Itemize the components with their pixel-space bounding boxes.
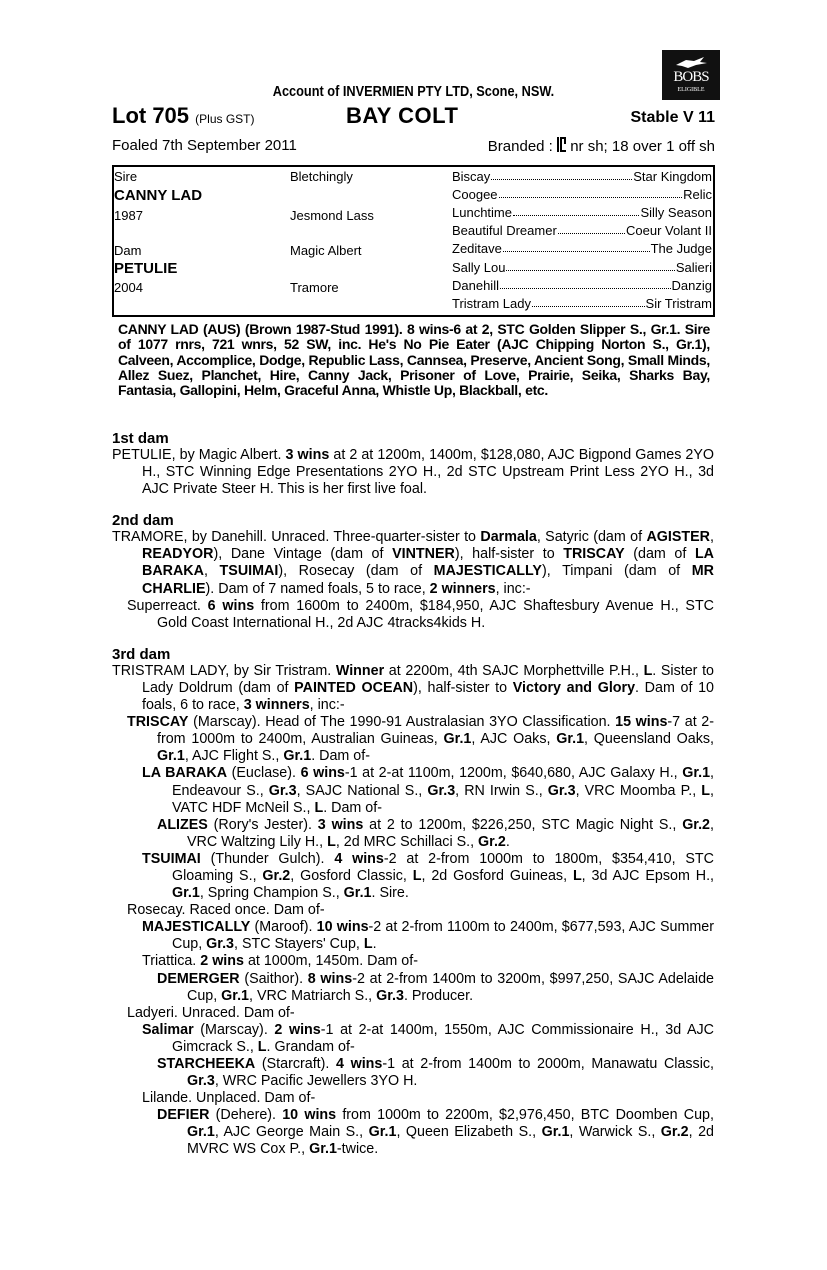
text: (Dehere). [209,1107,283,1124]
dam-year: 2004 [114,280,143,295]
pedigree-entry [112,1005,714,1022]
pedigree-entry [112,1022,714,1056]
dam-name: PETULIE [114,260,178,277]
bold-text: READYOR [142,546,214,563]
pedigree-entry [112,1056,714,1090]
great-grandsire-dam: Zeditave [452,241,502,257]
text: , 3d AJC Epsom H., [581,867,715,884]
text: , RN Irwin S., [455,782,548,799]
bold-text: 4 wins [336,1056,383,1072]
text: , WRC Pacific Jewellers 3YO H. [214,1073,418,1090]
text: , VATC HDF McNeil S., [172,782,714,816]
text: , inc:- [309,697,345,714]
pedigree-entry [112,902,714,919]
bold-text: MAJESTICALLY [433,563,542,580]
sire-name: CANNY LAD [114,187,203,204]
bold-text: Gr.2 [262,867,291,884]
pedigree-grandparent-row [452,169,712,184]
bold-text: 10 wins [282,1107,337,1124]
pedigree-entry [112,1090,714,1107]
dot-leader [532,296,645,307]
text: (dam of [624,546,695,563]
bold-text: Gr.1 [368,1124,397,1141]
lot-number [112,103,255,129]
text: at 2 to 1200m, $226,250, STC Magic Night S., [363,816,683,833]
bold-text: Gr.1 [682,765,711,782]
pedigree-entry [112,851,714,902]
bold-text: L [701,782,711,799]
text: -1 at 2-at 1100m, 1200m, $640,680, AJC Galaxy H., [344,765,683,782]
bold-text: TSUIMAI [219,563,279,580]
bold-text: Gr.2 [682,816,711,833]
text: . Dam of- [311,748,370,765]
great-grandsire-dam: Coogee [452,187,498,203]
text: , VRC Matriarch S., [249,987,377,1004]
text: , SAJC National S., [296,782,428,799]
bold-text: 6 wins [207,597,255,614]
bold-text: L [327,833,336,850]
great-grandsire: Coeur Volant II [626,223,712,239]
branded-label: Branded : [487,138,553,155]
text: Ladyeri. Unraced. Dam of- [127,1004,295,1021]
bold-text: L [314,799,324,816]
bold-text: Gr.1 [443,731,472,748]
text: (Starcraft). [255,1056,336,1072]
text: at 2 at 1200m, 1400m, $128,080, AJC Bigpond Games 2YO H., STC Winning Edge Presentations 2YO H., 2d STC Upstream Print Less 2YO H., 3d AJC Private Steer H. This is her first live foal. [142,447,715,498]
great-grandsire: The Judge [650,241,712,257]
text: . Dam of 10 foals, 6 to race, [142,679,715,714]
text: -7 at 2-from 1000m to 2400m, Australian Guineas, [157,714,714,748]
great-grandsire-dam: Tristram Lady [452,295,531,311]
dot-leader [491,169,632,180]
section-heading: 1st dam [112,430,169,447]
dam-sire: Magic Albert [290,243,362,258]
bold-text: MAJESTICALLY [142,919,251,936]
bold-text: 10 wins [316,919,369,936]
bold-text: L [363,936,373,953]
bold-text: TSUIMAI [142,850,201,867]
text: , 2d MVRC WS Cox P., [187,1124,714,1158]
pedigree-entry [112,953,714,970]
lot-label: Lot 705 [112,103,190,128]
text: -1 at 2-from 1400m to 2000m, Manawatu Classic, [382,1056,714,1072]
dot-leader [558,223,625,234]
bold-text: LA BARAKA [142,546,715,580]
text: ), half-sister to [454,546,564,563]
text: ), Rosecay (dam of [278,563,434,580]
text: PETULIE, by Magic Albert. [112,447,286,463]
section-heading: 3rd dam [112,645,171,663]
bold-text: L [412,867,422,884]
bold-text: Victory and Glory [512,679,636,696]
text: (Thunder Gulch). [200,850,335,867]
bird-icon [674,56,708,70]
bold-text: STARCHEEKA [157,1056,256,1072]
bold-text: Winner [335,662,385,679]
bold-text: 6 wins [300,765,345,782]
text: . Sire. [371,885,409,902]
pedigree-entry [112,765,714,816]
bold-text: 2 wins [200,953,244,970]
dot-leader [500,278,671,289]
text: (Saithor). [239,970,308,987]
logo-text: BOBS [673,69,709,85]
pedigree-table [112,165,715,317]
great-grandsire-dam: Lunchtime [452,205,512,221]
bold-text: MR CHARLIE [142,563,714,597]
bold-text: PAINTED OCEAN [294,679,414,696]
text: , Warwick S., [569,1124,661,1141]
sire-summary: CANNY LAD (AUS) (Brown 1987-Stud 1991). 8 wins-6 at 2, STC Golden Slipper S., Gr.1. Sire of 1077 rnrs, 721 wnrs, 52 SW, inc. He's No Pie Eater (AJC Chipping Norton S., Gr.1), Calveen, Accomplice, Dodge, Republic Lass, Cannsea, Preserve, Ancient Song, Small Minds, Allez Suez, Planchet, Hire, Canny Jack, Prisoner of Love, Prairie, Seika, Sharks Bay, Fantasia, Gallopini, Helm, Graceful Anna, Whistle Up, Blackball, etc. [118,321,710,399]
bold-text: VINTNER [392,546,455,563]
great-grandsire: Sir Tristram [645,295,712,311]
pedigree-grandparent-row [452,241,712,256]
text: . Grandam of- [266,1038,355,1055]
pedigree-grandparent-row [452,260,712,275]
text: Rosecay. Raced once. Dam of- [127,902,325,919]
bold-text: Gr.3 [376,987,404,1004]
text: from 1600m to 2400m, $184,950, AJC Shaftesbury Avenue H., STC Gold Coast International H., 2d AJC 4tracks4kids H. [157,597,715,631]
branded-info [488,137,715,155]
text: , [203,563,220,580]
text: (Rory's Jester). [207,816,318,833]
bold-text: Gr.1 [343,885,372,902]
horse-title: BAY COLT [346,103,459,128]
branded-text: nr sh; 18 over 1 off sh [570,138,715,155]
text: Superreact. [127,597,208,614]
pedigree-grandparent-row [452,278,712,293]
pedigree-entry [112,663,714,714]
bold-text: Gr.1 [283,748,312,765]
pedigree-entry [112,1107,714,1158]
bold-text: TRISCAY [563,546,625,563]
text: , 2d Gosford Guineas, [421,867,573,884]
bold-text: DEFIER [157,1107,210,1124]
bold-text: Gr.1 [172,885,200,902]
text: , AJC George Main S., [214,1124,369,1141]
bold-text: Gr.2 [660,1124,689,1141]
bold-text: Gr.1 [309,1141,337,1158]
pedigree-grandparent-row [452,296,712,311]
bold-text: 2 winners [429,580,496,597]
bold-text: 2 wins [274,1021,321,1038]
great-grandsire: Relic [683,187,712,203]
text: . [372,936,377,953]
text: -1 at 2-at 1400m, 1550m, AJC Commissionaire H., 3d AJC Gimcrack S., [172,1021,714,1055]
text: -2 at 2-from 1000m to 1800m, $354,410, STC Gloaming S., [172,850,714,884]
bold-text: 8 wins [307,970,353,987]
bold-text: Gr.1 [556,731,585,748]
text: , inc:- [495,580,531,597]
text: ). Dam of 7 named foals, 5 to race, [205,580,430,597]
text: -2 at 2-from 1400m to 3200m, $997,250, SAJC Adelaide Cup, [187,970,714,1004]
text: (Maroof). [250,919,317,936]
pedigree-entry [112,817,714,851]
text: -2 at 2-from 1100m to 2400m, $677,593, AJC Summer Cup, [172,919,715,953]
text: ), Timpani (dam of [541,563,692,580]
bold-text: 15 wins [615,714,668,731]
bold-text: Gr.1 [157,748,185,765]
great-grandsire-dam: Beautiful Dreamer [452,223,557,239]
text: Lilande. Unplaced. Dam of- [142,1090,316,1107]
bold-text: 4 wins [334,850,384,867]
text: at 1000m, 1450m. Dam of- [243,953,418,970]
lot-note: (Plus GST) [195,112,255,126]
dot-leader [513,205,639,216]
text: , Spring Champion S., [199,885,344,902]
text: , Endeavour S., [172,765,715,799]
text: (Marscay). Head of The 1990-91 Australasian 3YO Classification. [188,714,616,731]
great-grandsire-dam: Danehill [452,277,499,293]
stable-location: Stable V 11 [630,109,715,126]
pedigree-entry [112,447,714,498]
pedigree-entry [112,598,714,632]
bold-text: L [572,867,582,884]
foaled-date: Foaled 7th September 2011 [112,137,297,154]
bold-text: ALIZES [157,816,208,833]
bold-text: Darmala [480,529,537,546]
bold-text: Gr.1 [187,1124,215,1141]
vendor-account: Account of INVERMIEN PTY LTD, Scone, NSW. [272,83,555,100]
dam-label: Dam [114,243,142,258]
text: , VRC Waltzing Lily H., [187,816,714,850]
text: Triattica. [142,953,201,970]
bold-text: TRISCAY [127,714,189,731]
sire-dam: Jesmond Lass [290,208,374,223]
pedigree-entry [112,919,714,953]
text: , AJC Oaks, [471,731,557,748]
text: . Sister to Lady Doldrum (dam of [142,662,714,696]
bold-text: LA BARAKA [142,765,228,782]
bold-text: Gr.1 [221,987,249,1004]
bold-text: Gr.3 [268,782,297,799]
great-grandsire-dam: Biscay [452,169,491,184]
text: ), half-sister to [413,679,513,696]
text: from 1000m to 2200m, $2,976,450, BTC Doomben Cup, [336,1107,714,1124]
text: TRAMORE, by Danehill. Unraced. Three-quarter-sister to [112,529,481,546]
text: , STC Stayers' Cup, [234,936,364,953]
sire-sire: Bletchingly [290,169,353,184]
pedigree-entry [112,971,714,1005]
pedigree-grandparent-row [452,205,712,220]
dam-dam: Tramore [290,280,339,295]
section-heading: 2nd dam [112,512,174,530]
text: TRISTRAM LADY, by Sir Tristram. [112,662,336,679]
logo-subtext: ELIGIBLE [677,87,705,93]
pedigree-grandparent-row [452,223,712,238]
great-grandsire: Silly Season [640,205,712,221]
bold-text: Gr.3 [427,782,456,799]
text: , Satyric (dam of [536,529,647,546]
text: , Queensland Oaks, [584,731,714,748]
bold-text: Gr.3 [547,782,576,799]
pedigree-grandparent-row [452,187,712,202]
text: , AJC Flight S., [184,748,284,765]
text: , 2d MRC Schillaci S., [335,833,479,850]
dot-leader [503,241,650,252]
text: , VRC Moomba P., [575,782,702,799]
pedigree-entry [112,714,714,765]
great-grandsire-dam: Sally Lou [452,259,506,275]
dot-leader [499,187,683,198]
dot-leader [506,260,674,271]
bold-text: L [643,662,653,679]
bold-text: Gr.1 [541,1124,570,1141]
bold-text: 3 wins [317,816,364,833]
text: -twice. [336,1141,379,1158]
bold-text: 3 wins [285,447,330,463]
great-grandsire: Star Kingdom [633,169,712,184]
great-grandsire: Salieri [675,259,712,275]
text: ), Dane Vintage (dam of [213,546,393,563]
bold-text: Gr.3 [187,1073,215,1090]
bold-text: L [257,1038,267,1055]
bold-text: Gr.2 [478,833,506,850]
text: (Marscay). [193,1021,275,1038]
text: . Dam of- [323,799,382,816]
bold-text: Salimar [142,1021,194,1038]
text: . Producer. [403,987,474,1004]
bold-text: Gr.3 [206,936,234,953]
great-grandsire: Danzig [671,277,712,293]
text: (Euclase). [227,765,301,782]
bold-text: 3 winners [243,697,310,714]
bold-text: AGISTER [646,529,711,546]
text: , [710,529,714,546]
family-details [112,430,714,1159]
pedigree-entry [112,529,714,597]
text: at 2200m, 4th SAJC Morphettville P.H., [384,662,644,679]
brand-mark-icon [557,137,566,152]
sire-year: 1987 [114,208,143,223]
sire-label: Sire [114,169,138,184]
text: , Gosford Classic, [290,867,413,884]
text: . [505,833,510,850]
bold-text: DEMERGER [157,970,240,987]
text: , Queen Elizabeth S., [396,1124,542,1141]
